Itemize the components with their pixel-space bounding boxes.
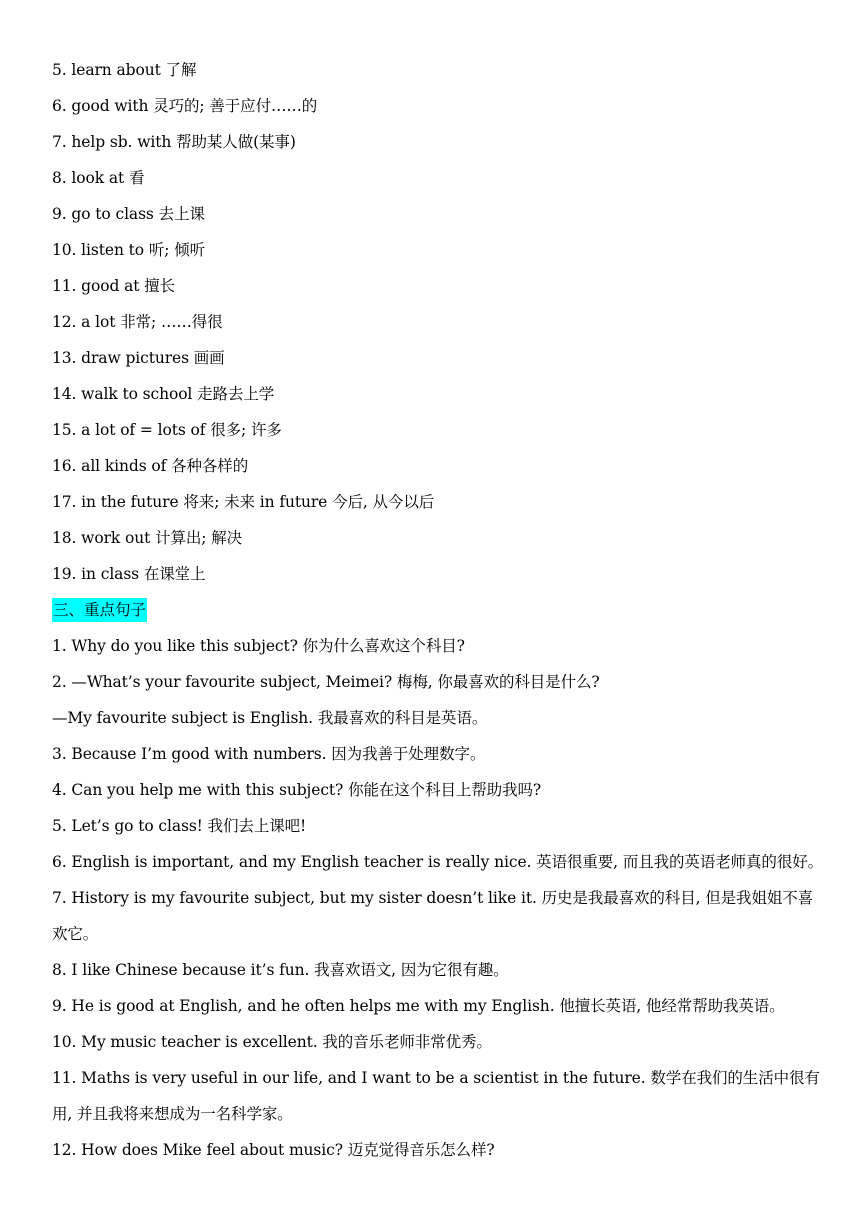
sentence-item: 2. —What’s your favourite subject, Meimei? 梅梅, 你最喜欢的科目是什么?	[52, 673, 600, 691]
sentence-list	[52, 628, 824, 1168]
phrase-item: 5. learn about 了解	[52, 61, 197, 79]
phrase-item: 8. look at 看	[52, 169, 145, 187]
sentence-item: —My favourite subject is English. 我最喜欢的科目是英语。	[52, 709, 488, 727]
sentence-item: 11. Maths is very useful in our life, and I want to be a scientist in the future. 数学在我们的生活中很有用, 并且我将来想成为一名科学家。	[52, 1069, 820, 1123]
section-heading: 三、重点句子	[52, 598, 147, 622]
sentence-item: 4. Can you help me with this subject? 你能在这个科目上帮助我吗?	[52, 781, 542, 799]
sentence-item: 7. History is my favourite subject, but my sister doesn’t like it. 历史是我最喜欢的科目, 但是我姐姐不喜欢它。	[52, 889, 814, 943]
sentence-item: 3. Because I’m good with numbers. 因为我善于处理数字。	[52, 745, 486, 763]
phrase-item: 17. in the future 将来; 未来 in future 今后, 从今以后	[52, 493, 435, 511]
phrase-item: 7. help sb. with 帮助某人做(某事)	[52, 133, 296, 151]
phrase-item: 6. good with 灵巧的; 善于应付……的	[52, 97, 318, 115]
phrase-item: 9. go to class 去上课	[52, 205, 205, 223]
sentence-item: 8. I like Chinese because it’s fun. 我喜欢语文, 因为它很有趣。	[52, 961, 509, 979]
sentence-item: 6. English is important, and my English teacher is really nice. 英语很重要, 而且我的英语老师真的很好。	[52, 853, 824, 871]
phrase-item: 12. a lot 非常; ……得很	[52, 313, 223, 331]
phrase-item: 10. listen to 听; 倾听	[52, 241, 205, 259]
phrase-item: 15. a lot of = lots of 很多; 许多	[52, 421, 282, 439]
sentence-item: 5. Let’s go to class! 我们去上课吧!	[52, 817, 307, 835]
phrase-item: 18. work out 计算出; 解决	[52, 529, 243, 547]
section-heading-row	[52, 592, 820, 628]
document-page	[52, 52, 824, 1168]
sentence-item: 1. Why do you like this subject? 你为什么喜欢这个科目?	[52, 637, 465, 655]
phrase-item: 14. walk to school 走路去上学	[52, 385, 275, 403]
phrase-list	[52, 52, 820, 592]
sentence-item: 12. How does Mike feel about music? 迈克觉得音乐怎么样?	[52, 1141, 495, 1159]
sentence-item: 10. My music teacher is excellent. 我的音乐老师非常优秀。	[52, 1033, 492, 1051]
phrase-item: 11. good at 擅长	[52, 277, 176, 295]
sentence-item: 9. He is good at English, and he often helps me with my English. 他擅长英语, 他经常帮助我英语。	[52, 997, 785, 1015]
phrase-item: 19. in class 在课堂上	[52, 565, 206, 583]
phrase-item: 13. draw pictures 画画	[52, 349, 225, 367]
phrase-item: 16. all kinds of 各种各样的	[52, 457, 249, 475]
